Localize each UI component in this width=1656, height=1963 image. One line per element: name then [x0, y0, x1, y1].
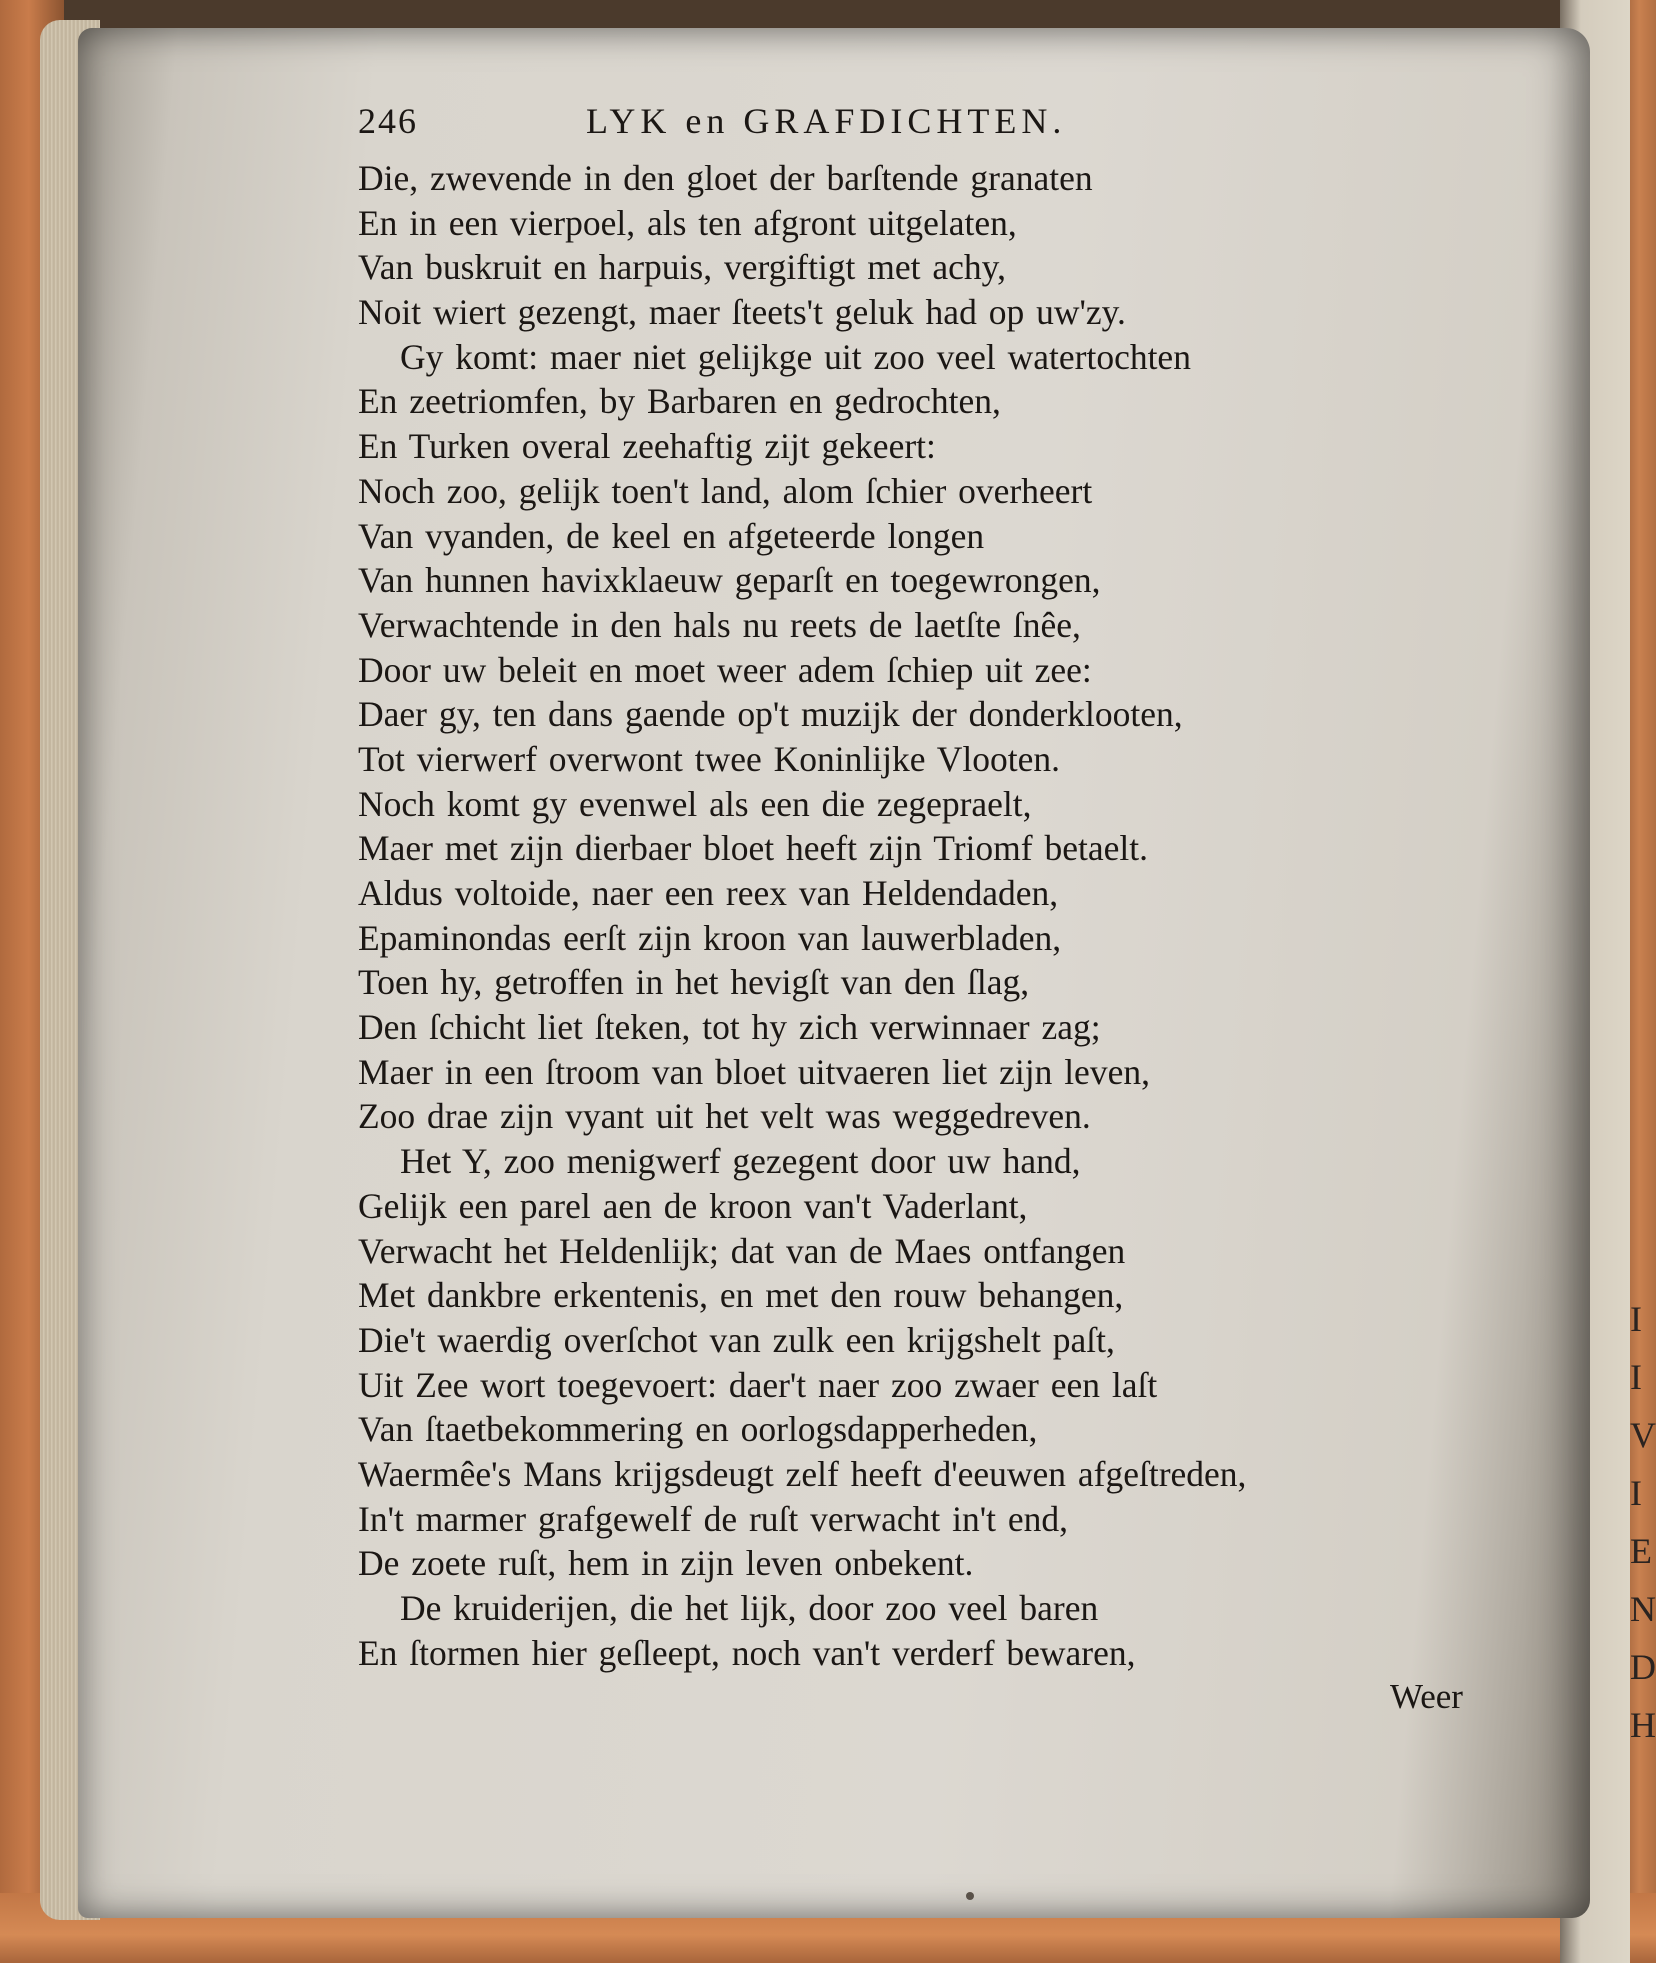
verse-line: En in een vierpoel, als ten afgront uitgelaten,	[358, 202, 1017, 243]
page-mark	[966, 1892, 974, 1900]
verse-line: Het Y, zoo menigwerf gezegent door uw hand,	[400, 1141, 1081, 1182]
verse-line: Met dankbre erkentenis, en met den rouw behangen,	[358, 1275, 1124, 1316]
verse-line: Toen hy, getroffen in het hevigſt van den ſlag,	[358, 962, 1030, 1003]
verse-line: Die't waerdig overſchot van zulk een krijgshelt paſt,	[358, 1319, 1115, 1360]
verse-line: Gelijk een parel aen de kroon van't Vaderlant,	[358, 1185, 1028, 1226]
verse-line: Aldus voltoide, naer een reex van Heldendaden,	[358, 873, 1059, 913]
verse-line: De kruiderijen, die het lijk, door zoo veel baren	[400, 1588, 1099, 1628]
poem-text	[358, 100, 1508, 1675]
verse-line: En zeetriomfen, by Barbaren en gedrochten,	[358, 381, 1001, 422]
verse-line: Van ſtaetbekommering en oorlogsdapperheden,	[358, 1409, 1038, 1450]
verse-line: Waermêe's Mans krijgsdeugt zelf heeft d'eeuwen afgeſtreden,	[358, 1453, 1247, 1494]
verse-line: In't marmer grafgewelf de ruſt verwacht in't end,	[358, 1498, 1068, 1539]
verse-line: Maer in een ſtroom van bloet uitvaeren liet zijn leven,	[358, 1051, 1150, 1092]
verse-line: Noch zoo, gelijk toen't land, alom ſchier overheert	[358, 470, 1093, 511]
verse-line: En ſtormen hier geſleept, noch van't verderf bewaren,	[358, 1632, 1136, 1673]
running-title: LYK en GRAFDICHTEN.	[586, 101, 1067, 141]
verse-line: Noch komt gy evenwel als een die zegepraelt,	[358, 783, 1032, 824]
verse-line: Uit Zee wort toegevoert: daer't naer zoo zwaer een laſt	[358, 1364, 1158, 1405]
verse-line: Epaminondas eerſt zijn kroon van lauwerbladen,	[358, 917, 1062, 958]
verse-line: Verwacht het Heldenlijk; dat van de Maes ontfangen	[358, 1230, 1126, 1271]
verse-line: Van hunnen havixklaeuw geparſt en toegewrongen,	[358, 560, 1101, 601]
verse-line: Gy komt: maer niet gelijkge uit zoo veel watertochten	[400, 336, 1191, 377]
verse-line: Maer met zijn dierbaer bloet heeft zijn Triomf betaelt.	[358, 828, 1148, 869]
page-number: 246	[358, 101, 418, 141]
verse-lines	[358, 156, 1508, 1675]
verse-line: En Turken overal zeehaftig zijt gekeert:	[358, 426, 936, 467]
verse-line: Van vyanden, de keel en afgeteerde longen	[358, 515, 985, 556]
running-head	[358, 100, 1508, 156]
verse-line: Daer gy, ten dans gaende op't muzijk der donderklooten,	[358, 694, 1183, 735]
verse-line: Noit wiert gezengt, maer ſteets't geluk had op uw'zy.	[358, 292, 1126, 333]
facing-page-letters: I I V I E N D H	[1630, 1299, 1656, 1745]
verse-line: De zoete ruſt, hem in zijn leven onbekent.	[358, 1543, 974, 1584]
verse-line: Door uw beleit en moet weer adem ſchiep uit zee:	[358, 649, 1092, 690]
verse-line: Verwachtende in den hals nu reets de laetſte ſnêe,	[358, 604, 1081, 645]
verse-line: Tot vierwerf overwont twee Koninlijke Vlooten.	[358, 738, 1060, 779]
verse-line: Den ſchicht liet ſteken, tot hy zich verwinnaer zag;	[358, 1007, 1101, 1048]
verse-line: Zoo drae zijn vyant uit het velt was weggedreven.	[358, 1096, 1091, 1137]
verse-line: Van buskruit en harpuis, vergiftigt met achy,	[358, 247, 1006, 288]
catchword: Weer	[1390, 1677, 1463, 1716]
verse-line: Die, zwevende in den gloet der barſtende granaten	[358, 158, 1093, 198]
